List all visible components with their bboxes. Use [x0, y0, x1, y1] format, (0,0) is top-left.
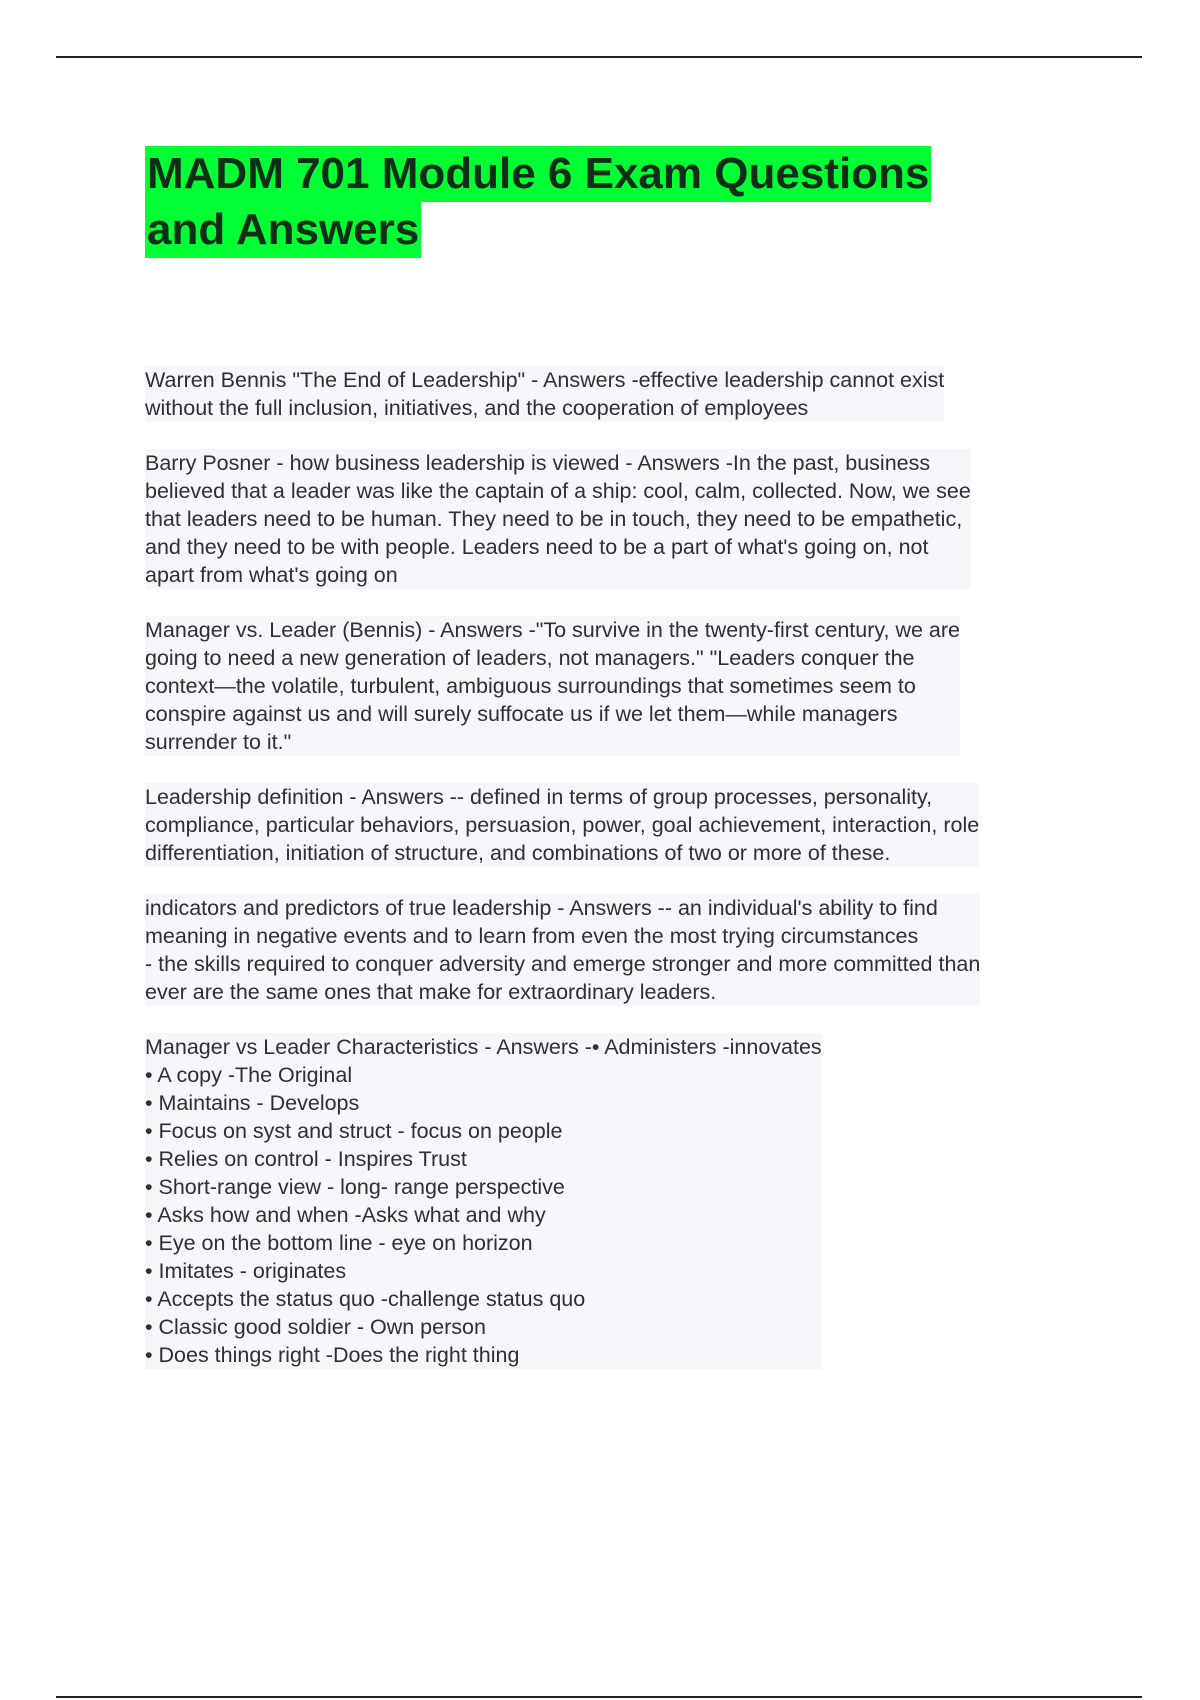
text-line: Manager vs. Leader (Bennis) - Answers -"To survive in the twenty-first century, we are [145, 618, 960, 642]
text-line: ever are the same ones that make for extraordinary leaders. [145, 980, 717, 1004]
qa-paragraph-leadership-definition [145, 783, 1095, 894]
text-line: differentiation, initiation of structure, and combinations of two or more of these. [145, 841, 891, 865]
list-item: • Eye on the bottom line - eye on horizon [145, 1231, 533, 1255]
qa-paragraph-characteristics [145, 1033, 1095, 1396]
list-item: • Does things right -Does the right thing [145, 1343, 520, 1367]
text-line: apart from what's going on [145, 563, 398, 587]
text-line: believed that a leader was like the captain of a ship: cool, calm, collected. Now, we see [145, 479, 971, 503]
qa-paragraph-warren-bennis [145, 366, 1095, 449]
text-line: that leaders need to be human. They need to be in touch, they need to be empathetic, [145, 507, 963, 531]
text-line: compliance, particular behaviors, persuasion, power, goal achievement, interaction, role [145, 813, 980, 837]
text-line: Warren Bennis "The End of Leadership" - Answers -effective leadership cannot exist [145, 368, 945, 392]
text-line: surrender to it." [145, 730, 292, 754]
list-item: • Relies on control - Inspires Trust [145, 1147, 467, 1171]
document-title [145, 146, 1045, 258]
text-line: conspire against us and will surely suffocate us if we let them—while managers [145, 702, 898, 726]
list-item: • Short-range view - long- range perspective [145, 1175, 565, 1199]
text-line: Leadership definition - Answers -- defined in terms of group processes, personality, [145, 785, 933, 809]
bottom-rule [56, 1696, 1142, 1698]
qa-content [145, 366, 1095, 1396]
text-line: context—the volatile, turbulent, ambiguous surroundings that sometimes seem to [145, 674, 916, 698]
qa-paragraph-manager-vs-leader [145, 616, 1095, 783]
text-line: - the skills required to conquer adversity and emerge stronger and more committed than [145, 952, 981, 976]
list-item: • Asks how and when -Asks what and why [145, 1203, 546, 1227]
qa-paragraph-indicators [145, 894, 1095, 1033]
text-line: meaning in negative events and to learn from even the most trying circumstances [145, 924, 919, 948]
qa-paragraph-barry-posner [145, 449, 1095, 616]
top-rule [56, 56, 1142, 58]
text-line: Manager vs Leader Characteristics - Answers -• Administers -innovates [145, 1035, 822, 1059]
list-item: • Imitates - originates [145, 1259, 347, 1283]
title-line-2: and Answers [145, 202, 421, 258]
list-item: • A copy -The Original [145, 1063, 353, 1087]
text-line: and they need to be with people. Leaders need to be a part of what's going on, not [145, 535, 929, 559]
list-item: • Maintains - Develops [145, 1091, 360, 1115]
title-line-1: MADM 701 Module 6 Exam Questions [145, 146, 931, 202]
list-item: • Classic good soldier - Own person [145, 1315, 486, 1339]
text-line: going to need a new generation of leaders, not managers." "Leaders conquer the [145, 646, 915, 670]
list-item: • Accepts the status quo -challenge status quo [145, 1287, 586, 1311]
list-item: • Focus on syst and struct - focus on people [145, 1119, 563, 1143]
text-line: without the full inclusion, initiatives, and the cooperation of employees [145, 396, 809, 420]
text-line: indicators and predictors of true leadership - Answers -- an individual's ability to find [145, 896, 938, 920]
text-line: Barry Posner - how business leadership is viewed - Answers -In the past, business [145, 451, 931, 475]
